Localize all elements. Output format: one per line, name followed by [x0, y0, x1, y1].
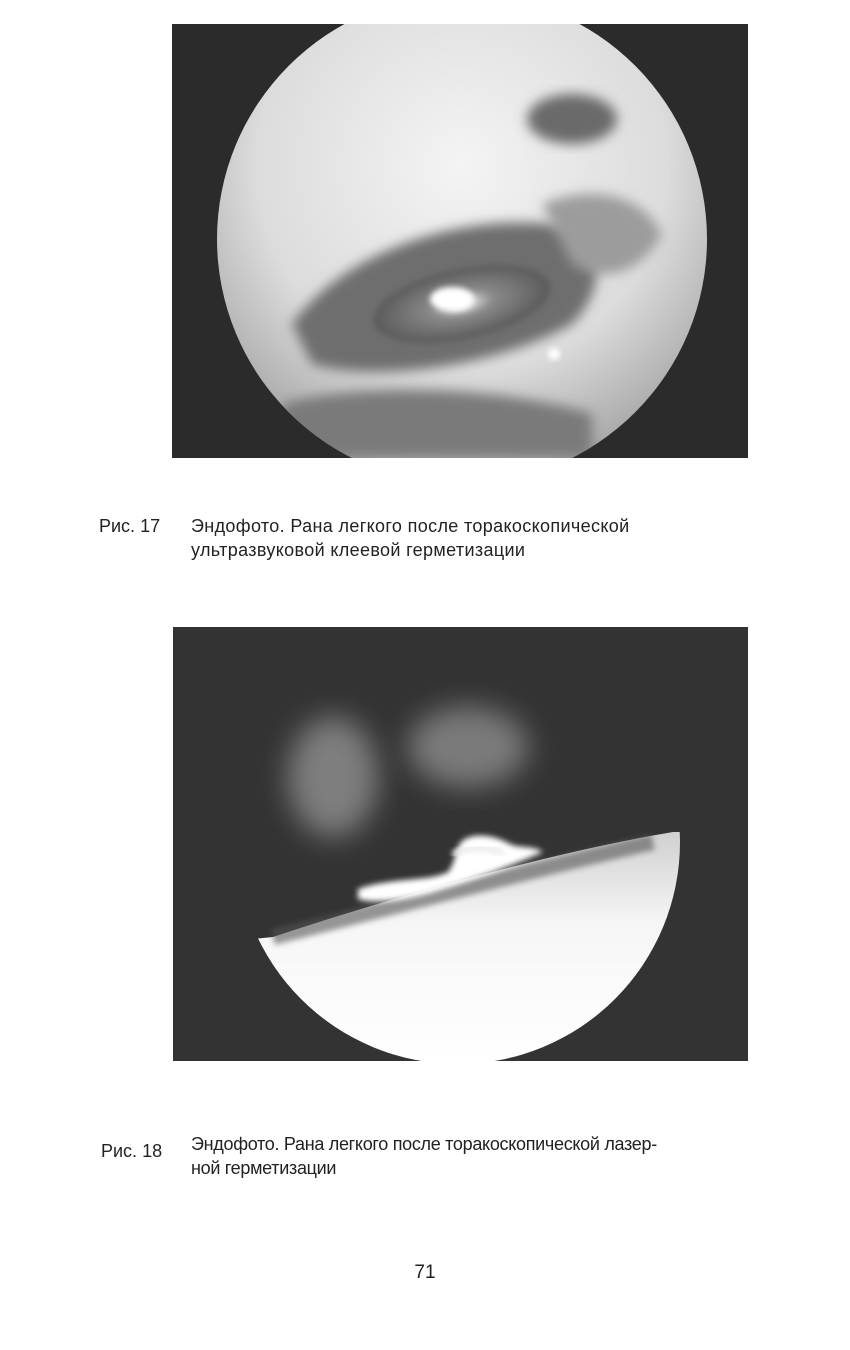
figure-17-caption-line-1: Эндофото. Рана легкого после торакоскопической: [191, 516, 630, 536]
figure-17-caption-text: [191, 514, 731, 562]
endoscopic-photo-18: [173, 627, 748, 1061]
figure-18-caption-text: [191, 1132, 741, 1180]
figure-17-number: Рис. 17: [99, 516, 161, 536]
figure-18-number: Рис. 18: [101, 1141, 163, 1161]
figure-18-caption-line-1: Эндофото. Рана легкого после торакоскопической лазер-: [191, 1134, 657, 1154]
figure-17-photo: [172, 24, 748, 458]
figure-18-caption-line-2: ной герметизации: [191, 1158, 337, 1178]
endoscopic-photo-17: [172, 24, 748, 458]
figure-17-caption-line-2: ультразвуковой клеевой герметизации: [191, 540, 526, 560]
figure-18-caption: [99, 1132, 739, 1192]
figure-17-caption: [99, 514, 739, 574]
figure-18-photo: [173, 627, 748, 1061]
page-number: 71: [414, 1262, 436, 1283]
